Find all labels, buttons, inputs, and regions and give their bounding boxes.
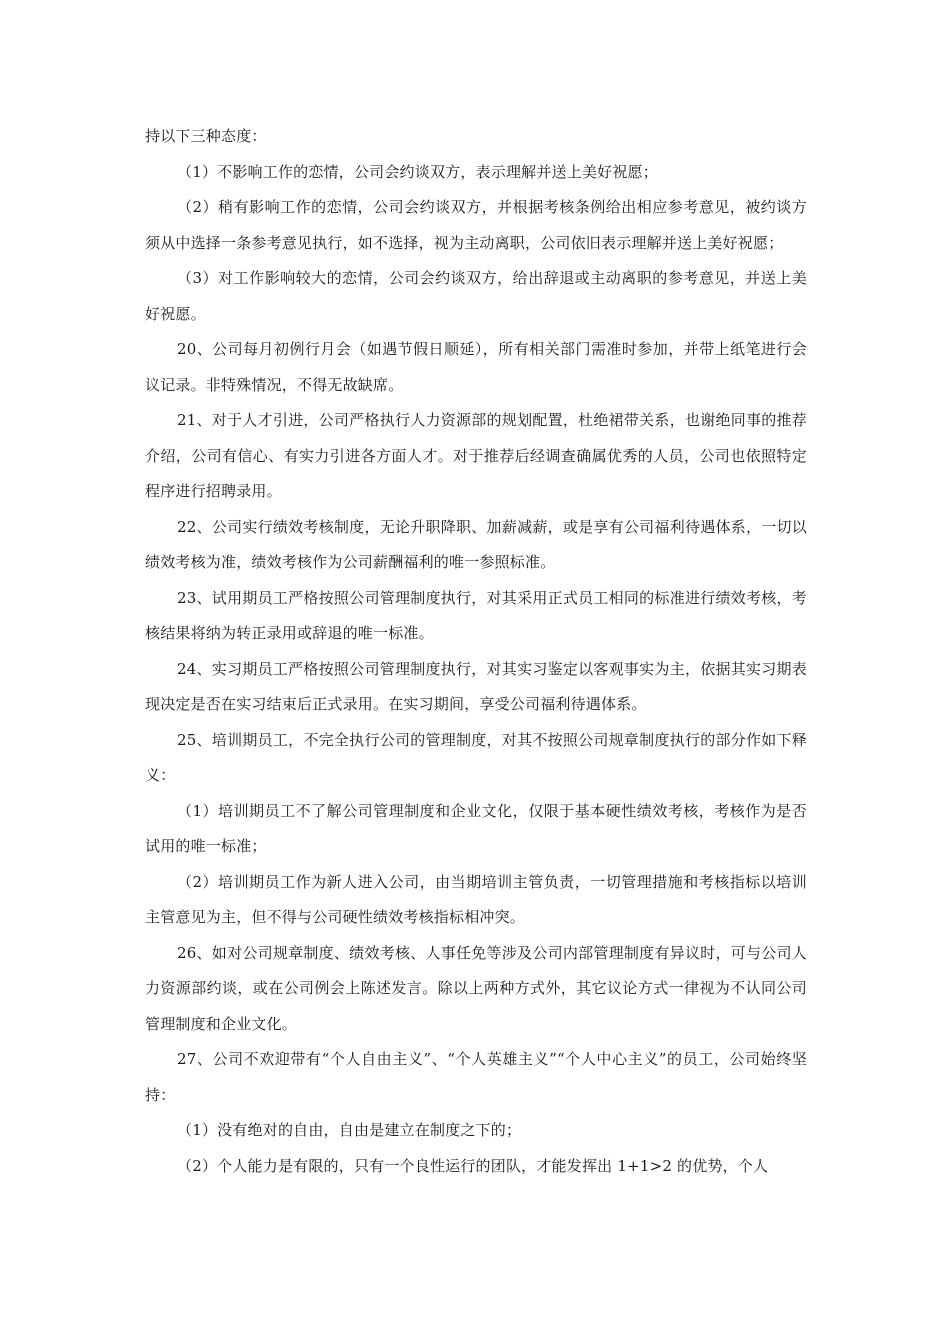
paragraph-rule-24: 24、实习期员工严格按照公司管理制度执行，对其实习鉴定以客观事实为主，依据其实习期表现决定是否在实习结束后正式录用。在实习期间，享受公司福利待遇体系。 bbox=[145, 659, 807, 713]
paragraph-rule-25: 25、培训期员工，不完全执行公司的管理制度，对其不按照公司规章制度执行的部分作如下释义： bbox=[145, 730, 807, 784]
paragraph-rule-27-item-1: （1）没有绝对的自由，自由是建立在制度之下的； bbox=[177, 1121, 522, 1139]
paragraph-rule-22: 22、公司实行绩效考核制度，无论升职降职、加薪减薪，或是享有公司福利待遇体系，一切以绩效考核为准，绩效考核作为公司薪酬福利的唯一参照标准。 bbox=[145, 517, 807, 571]
paragraph-attitude-3: （3）对工作影响较大的恋情，公司会约谈双方，给出辞退或主动离职的参考意见，并送上美好祝愿。 bbox=[145, 269, 807, 323]
paragraph-rule-26: 26、如对公司规章制度、绩效考核、人事任免等涉及公司内部管理制度有异议时，可与公司人力资源部约谈，或在公司例会上陈述发言。除以上两种方式外，其它议论方式一律视为不认同公司管理制度和企业文化。 bbox=[145, 943, 807, 1033]
paragraph-rule-27-item-2: （2）个人能力是有限的，只有一个良性运行的团队，才能发挥出 1+1>2 的优势，个人 bbox=[177, 1156, 769, 1175]
document-body bbox=[145, 119, 807, 1184]
paragraph-rule-21: 21、对于人才引进，公司严格执行人力资源部的规划配置，杜绝裙带关系，也谢绝同事的推荐介绍，公司有信心、有实力引进各方面人才。对于推荐后经调查确属优秀的人员，公司也依照特定程序进行招聘录用。 bbox=[145, 411, 807, 500]
paragraph-continuation: 持以下三种态度： bbox=[145, 127, 267, 145]
paragraph-rule-27: 27、公司不欢迎带有“个人自由主义”、“个人英雄主义”“个人中心主义”的员工，公司始终坚持： bbox=[145, 1050, 807, 1104]
paragraph-rule-25-item-1: （1）培训期员工不了解公司管理制度和企业文化，仅限于基本硬性绩效考核，考核作为是否试用的唯一标准； bbox=[145, 801, 807, 855]
paragraph-attitude-1: （1）不影响工作的恋情，公司会约谈双方，表示理解并送上美好祝愿； bbox=[177, 162, 658, 181]
paragraph-attitude-2: （2）稍有影响工作的恋情，公司会约谈双方，并根据考核条例给出相应参考意见，被约谈方须从中选择一条参考意见执行，如不选择，视为主动离职，公司依旧表示理解并送上美好祝愿； bbox=[145, 198, 807, 252]
paragraph-rule-20: 20、公司每月初例行月会（如遇节假日顺延），所有相关部门需准时参加，并带上纸笔进行会议记录。非特殊情况，不得无故缺席。 bbox=[145, 340, 807, 394]
paragraph-rule-25-item-2: （2）培训期员工作为新人进入公司，由当期培训主管负责，一切管理措施和考核指标以培训主管意见为主，但不得与公司硬性绩效考核指标相冲突。 bbox=[145, 872, 807, 926]
paragraph-rule-23: 23、试用期员工严格按照公司管理制度执行，对其采用正式员工相同的标准进行绩效考核，考核结果将纳为转正录用或辞退的唯一标准。 bbox=[145, 588, 807, 642]
